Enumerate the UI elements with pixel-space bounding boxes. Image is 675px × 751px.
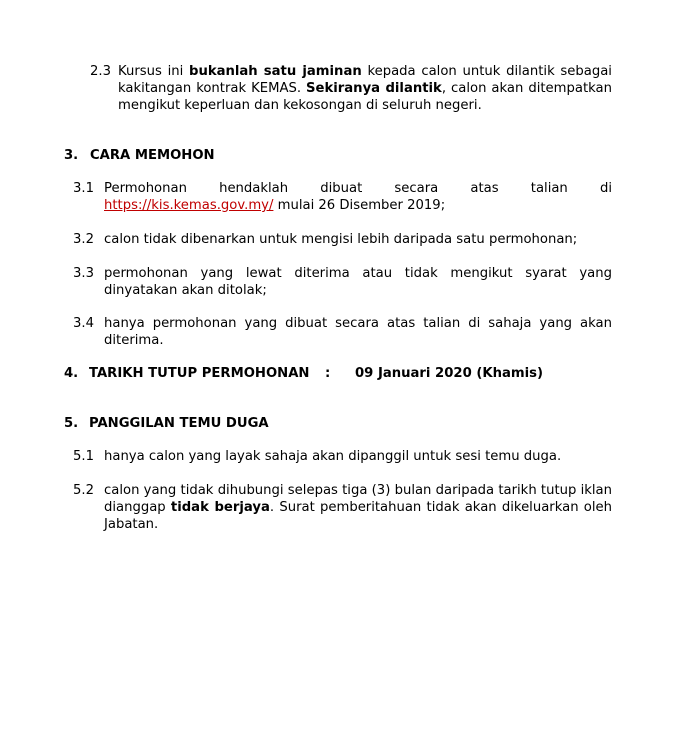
section-number: 4.: [64, 366, 79, 381]
item-number: 5.1: [73, 449, 94, 464]
item-5-2-text: [104, 482, 612, 533]
text-run: . Surat pemberitahuan tidak akan dikeluarkan oleh Jabatan.: [104, 500, 613, 532]
item-5-1-text: hanya calon yang layak sahaja akan dipanggil untuk sesi temu duga.: [104, 449, 562, 464]
text-run: mulai 26 Disember 2019;: [273, 198, 446, 213]
section-number: 3.: [64, 148, 79, 163]
section-title: CARA MEMOHON: [90, 148, 215, 163]
text-run: , calon akan ditempatkan mengikut keperluan dan kekosongan di seluruh negeri.: [118, 81, 612, 113]
closing-date-value: 09 Januari 2020 (Khamis): [355, 366, 544, 381]
colon-separator: :: [325, 366, 331, 381]
section-title: TARIKH TUTUP PERMOHONAN: [89, 366, 310, 381]
item-number: 3.4: [73, 316, 94, 331]
text-run: Permohonan hendaklah dibuat secara atas talian di: [104, 181, 612, 196]
item-3-3-text: permohonan yang lewat diterima atau tidak mengikut syarat yang dinyatakan akan ditolak;: [104, 266, 612, 298]
bold-phrase: Sekiranya dilantik: [306, 81, 442, 96]
bold-phrase: tidak berjaya: [170, 500, 270, 515]
item-number: 3.3: [73, 266, 94, 281]
bold-phrase: bukanlah satu jaminan: [189, 64, 362, 79]
item-number: 5.2: [73, 483, 94, 498]
section-title: PANGGILAN TEMU DUGA: [89, 416, 269, 431]
item-3-2-text: calon tidak dibenarkan untuk mengisi lebih daripada satu permohonan;: [104, 232, 578, 247]
item-number: 3.2: [73, 232, 94, 247]
item-number: 3.1: [73, 181, 94, 196]
item-3-1-text: [104, 180, 612, 214]
text-run: Kursus ini: [118, 64, 189, 79]
item-2-3-text: [118, 63, 612, 114]
text-run: calon yang tidak dihubungi selepas tiga (3) bulan daripada tarikh tutup iklan dianggap: [104, 483, 612, 515]
section-number: 5.: [64, 416, 79, 431]
kis-link[interactable]: https://kis.kemas.gov.my/: [104, 198, 274, 213]
item-number: 2.3: [90, 64, 111, 79]
text-run: kepada calon untuk dilantik sebagai kakitangan kontrak KEMAS.: [118, 64, 612, 96]
item-3-4-text: hanya permohonan yang dibuat secara atas talian di sahaja yang akan diterima.: [104, 316, 612, 348]
